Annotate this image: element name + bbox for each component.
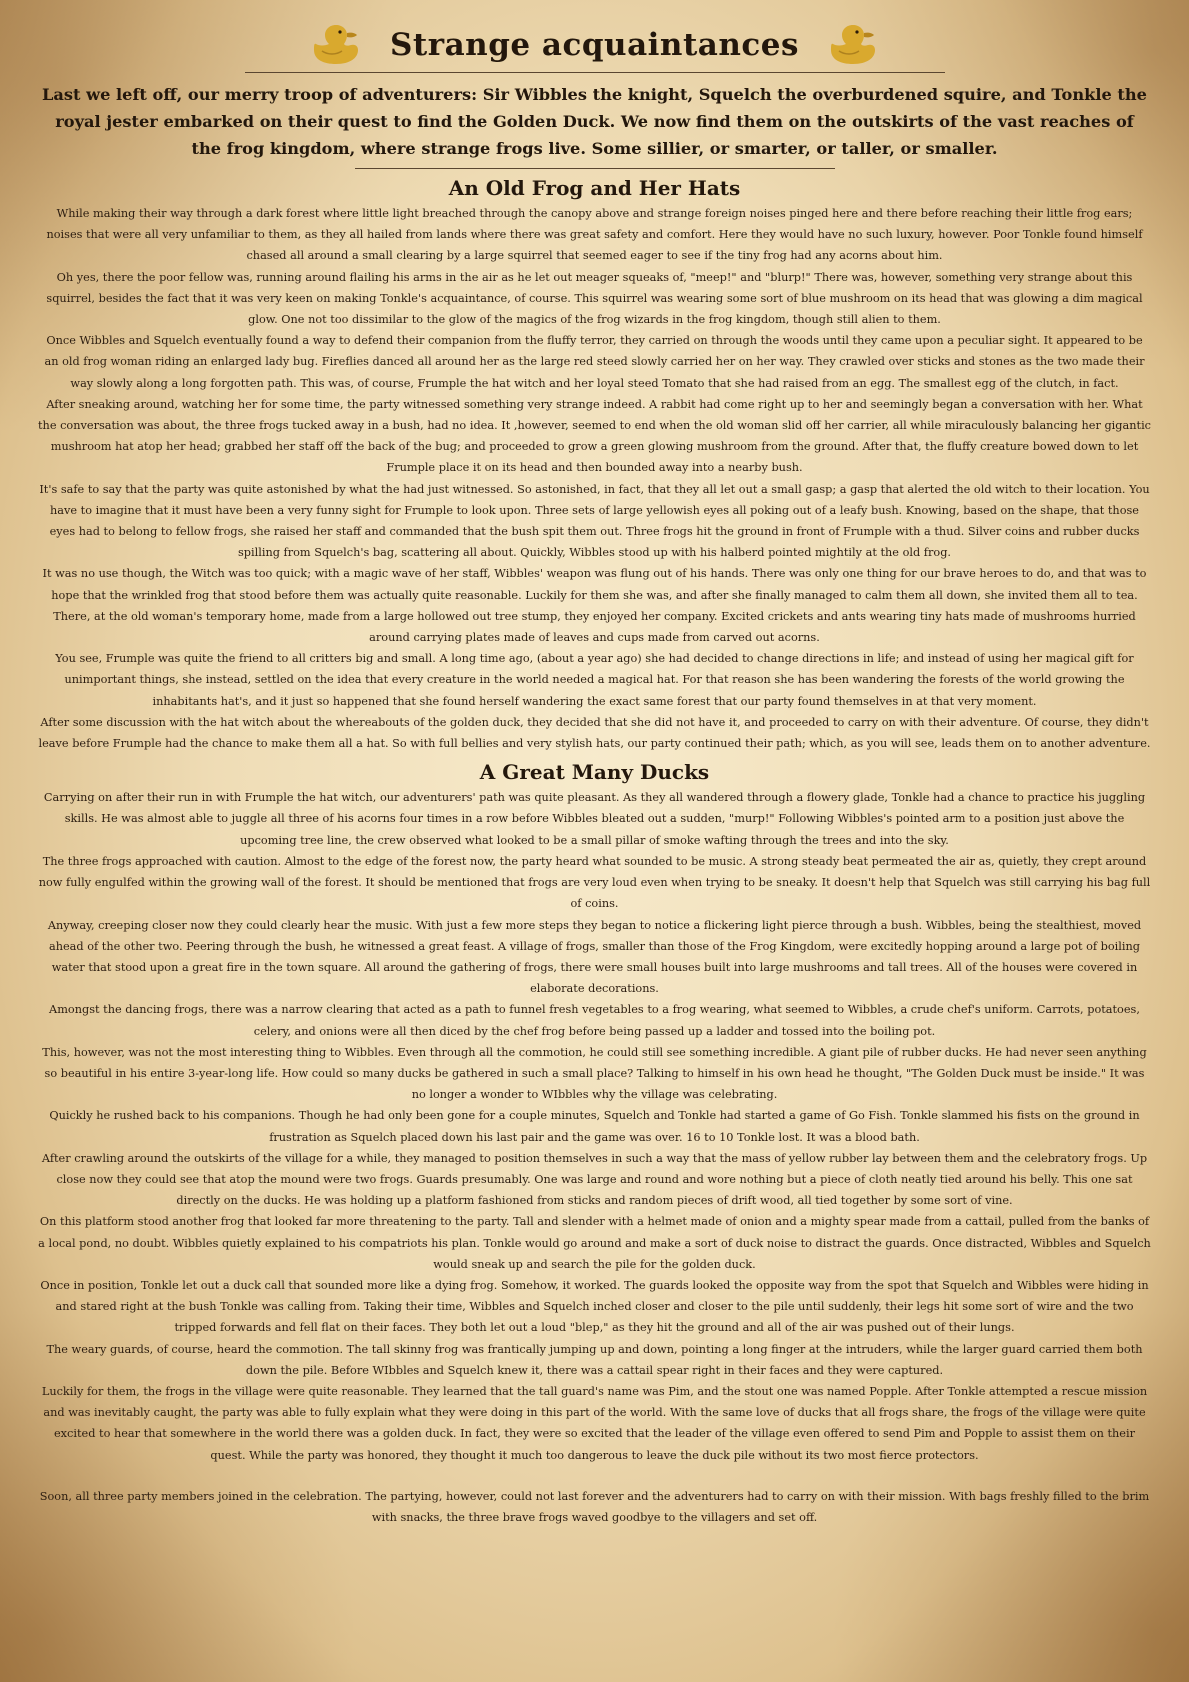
paragraph: After some discussion with the hat witch about the whereabouts of the golden duck, they decided that she did not have it, and proceeded to carry on with their adventure. Of course, they didn't leave before Frumple had the chance to make them all a hat. So with full bellies and very stylish hats, our party continued their path; which, as you will see, leads them on to another adventure. xyxy=(38,715,1151,751)
paragraph: After sneaking around, watching her for some time, the party witnessed something very strange indeed. A rabbit had come right up to her and seemingly began a conversation with her. What the conversation was about, the three frogs tucked away in a bush, had no idea. It ,however, seemed to end when the old woman slid off her carrier, all while miraculously balancing her gigantic mushroom hat atop her head; grabbed her staff off the back of the bug; and proceeded to grow a green glowing mushroom from the ground. After that, the fluffy creature bowed down to let Frumple place it on its head and then bounded away into a nearby bush. xyxy=(38,397,1152,475)
title-divider xyxy=(245,72,945,73)
paragraph: The weary guards, of course, heard the commotion. The tall skinny frog was frantically jumping up and down, pointing a long finger at the intruders, while the larger guard carried them both down the pile. Before WIbbles and Squelch knew it, there was a cattail spear right in their faces and they were captured. xyxy=(46,1342,1143,1377)
page-title: Strange acquaintances xyxy=(390,27,799,63)
rubber-duck-icon xyxy=(827,24,879,66)
paragraph: Once in position, Tonkle let out a duck call that sounded more like a dying frog. Somehow, it worked. The guards looked the opposite way from the spot that Squelch and Wibbles were hiding in and stared right at the bush Tonkle was calling from. Taking their time, Wibbles and Squelch inched closer and closer to the pile until suddenly, their legs hit some sort of wire and the two tripped forwards and fell flat on their faces. They both let out a loud "blep," as they hit the ground and all of the air was pushed out of their lungs. xyxy=(40,1278,1149,1335)
intro-paragraph: Last we left off, our merry troop of adventurers: Sir Wibbles the knight, Squelch the overburdened squire, and Tonkle the royal jester embarked on their quest to find the Golden Duck. We now find them on the outskirts of the vast reaches of the frog kingdom, where strange frogs live. Some sillier, or smarter, or taller, or smaller. xyxy=(42,85,1147,158)
section-great-many-ducks xyxy=(38,760,1151,1528)
paragraph: Quickly he rushed back to his companions. Though he had only been gone for a couple minutes, Squelch and Tonkle had started a game of Go Fish. Tonkle slammed his fists on the ground in frustration as Squelch placed down his last pair and the game was over. 16 to 10 Tonkle lost. It was a blood bath. xyxy=(49,1109,1140,1144)
paragraph: Carrying on after their run in with Frumple the hat witch, our adventurers' path was quite pleasant. As they all wandered through a flowery glade, Tonkle had a chance to practice his juggling skills. He was almost able to juggle all three of his acorns four times in a row before Wibbles bleated out a sudden, "murp!" Following Wibbles's pointed arm to a position just above the upcoming tree line, the crew observed what looked to be a small pillar of smoke wafting through the trees and into the sky. xyxy=(43,791,1146,847)
paragraph: Oh yes, there the poor fellow was, running around flailing his arms in the air as he let out meager squeaks of, "meep!" and "blurp!" There was, however, something very strange about this squirrel, besides the fact that it was very keen on making Tonkle's acquaintance, of course. This squirrel was wearing some sort of blue mushroom on its head that was glowing a dim magical glow. One not too dissimilar to the glow of the magics of the frog wizards in the frog kingdom, though still alien to them. xyxy=(46,270,1143,327)
intro-divider xyxy=(355,168,835,169)
paragraph: It's safe to say that the party was quite astonished by what the had just witnessed. So astonished, in fact, that they all let out a small gasp; a gasp that alerted the old witch to their location. You have to imagine that it must have been a very funny sight for Frumple to look upon. Three sets of large yellowish eyes all poking out of a leafy bush. Knowing, based on the shape, that those eyes had to belong to fellow frogs, she raised her staff and commanded that the bush spit them out. Three frogs hit the ground in front of Frumple with a thud. Silver coins and rubber ducks spilling from Squelch's bag, scattering all about. Quickly, Wibbles stood up with his halberd pointed mightily at the old frog. xyxy=(39,482,1150,560)
paragraph: While making their way through a dark forest where little light breached through the canopy above and strange foreign noises pinged here and there before reaching their little frog ears; noises that were all very unfamiliar to them, as they all hailed from lands where there was great safety and comfort. Here they would have no such luxury, however. Poor Tonkle found himself chased all around a small clearing by a large squirrel that seemed eager to see if the tiny frog had any acorns about him. xyxy=(46,207,1143,263)
section-title: An Old Frog and Her Hats xyxy=(448,176,741,200)
paragraph: The three frogs approached with caution. Almost to the edge of the forest now, the party heard what sounded to be music. A strong steady beat permeated the air as, quietly, they crept around now fully engulfed within the growing wall of the forest. It should be mentioned that frogs are very loud even when trying to be sneaky. It doesn't help that Squelch was still carrying his bag full of coins. xyxy=(38,854,1151,911)
paragraph: Anyway, creeping closer now they could clearly hear the music. With just a few more steps they began to notice a flickering light pierce through a bush. Wibbles, being the stealthiest, moved ahead of the other two. Peering through the bush, he witnessed a great feast. A village of frogs, smaller than those of the Frog Kingdom, were excitedly hopping around a large pot of boiling water that stood upon a great fire in the town square. All around the gathering of frogs, there were small houses built into large mushrooms and tall trees. All of the houses were covered in elaborate decorations. xyxy=(47,918,1142,996)
paragraph: On this platform stood another frog that looked far more threatening to the party. Tall and slender with a helmet made of onion and a mighty spear made from a cattail, pulled from the banks of a local pond, no doubt. Wibbles quietly explained to his compatriots his plan. Tonkle would go around and make a sort of duck noise to distract the guards. Once distracted, Wibbles and Squelch would sneak up and search the pile for the golden duck. xyxy=(38,1215,1151,1271)
rubber-duck-icon xyxy=(310,24,362,66)
paragraph: Once Wibbles and Squelch eventually found a way to defend their companion from the fluffy terror, they carried on through the woods until they came upon a peculiar sight. It appeared to be an old frog woman riding an enlarged lady bug. Fireflies danced all around her as the large red steed slowly carried her on her way. They crawled over sticks and stones as the two made their way slowly along a long forgotten path. This was, of course, Frumple the hat witch and her loyal steed Tomato that she had raised from an egg. The smallest egg of the clutch, in fact. xyxy=(44,334,1145,390)
paragraph: You see, Frumple was quite the friend to all critters big and small. A long time ago, (about a year ago) she had decided to change directions in life; and instead of using her magical gift for unimportant things, she instead, settled on the idea that every creature in the world needed a magical hat. For that reason she has been wandering the forests of the world growing the inhabitants hat's, and it just so happened that she found herself wandering the exact same forest that our party found themselves in at that very moment. xyxy=(55,652,1134,708)
title-row xyxy=(38,22,1151,68)
paragraph: Soon, all three party members joined in the celebration. The partying, however, could not last forever and the adventurers had to carry on with their mission. With bags freshly filled to the brim with snacks, the three brave frogs waved goodbye to the villagers and set off. xyxy=(39,1489,1150,1524)
paragraph: After crawling around the outskirts of the village for a while, they managed to position themselves in such a way that the mass of yellow rubber lay between them and the celebratory frogs. Up close now they could see that atop the mound were two frogs. Guards presumably. One was large and round and wore nothing but a piece of cloth neatly tied around his belly. This one sat directly on the ducks. He was holding up a platform fashioned from sticks and random pieces of drift wood, all tied together by some sort of vine. xyxy=(41,1151,1148,1208)
paragraph: Luckily for them, the frogs in the village were quite reasonable. They learned that the tall guard's name was Pim, and the stout one was named Popple. After Tonkle attempted a rescue mission and was inevitably caught, the party was able to fully explain what they were doing in this part of the world. With the same love of ducks that all frogs share, the frogs of the village were quite excited to hear that somewhere in the world there was a golden duck. In fact, they were so excited that the leader of the village even offered to send Pim and Popple to assist them on their quest. While the party was honored, they thought it much too dangerous to leave the duck pile without its two most fierce protectors. xyxy=(41,1384,1148,1462)
paragraph: Amongst the dancing frogs, there was a narrow clearing that acted as a path to funnel fresh vegetables to a frog wearing, what seemed to Wibbles, a crude chef's uniform. Carrots, potatoes, celery, and onions were all then diced by the chef frog before being passed up a ladder and tossed into the boiling pot. xyxy=(49,1003,1140,1038)
section-old-frog xyxy=(38,176,1151,754)
paragraph: It was no use though, the Witch was too quick; with a magic wave of her staff, Wibbles' weapon was flung out of his hands. There was only one thing for our brave heroes to do, and that was to hope that the wrinkled frog that stood before them was actually quite reasonable. Luckily for them she was, and after she finally managed to calm them all down, she invited them all to tea. There, at the old woman's temporary home, made from a large hollowed out tree stump, they enjoyed her company. Excited crickets and ants wearing tiny hats made of mushrooms hurried around carrying plates made of leaves and cups made from carved out acorns. xyxy=(42,567,1147,645)
section-title: A Great Many Ducks xyxy=(479,760,710,785)
paragraph: This, however, was not the most interesting thing to Wibbles. Even through all the commotion, he could still see something incredible. A giant pile of rubber ducks. He had never seen anything so beautiful in his entire 3-year-long life. How could so many ducks be gathered in such a small place? Talking to himself in his own head he thought, "The Golden Duck must be inside." It was no longer a wonder to WIbbles why the village was celebrating. xyxy=(42,1045,1147,1102)
